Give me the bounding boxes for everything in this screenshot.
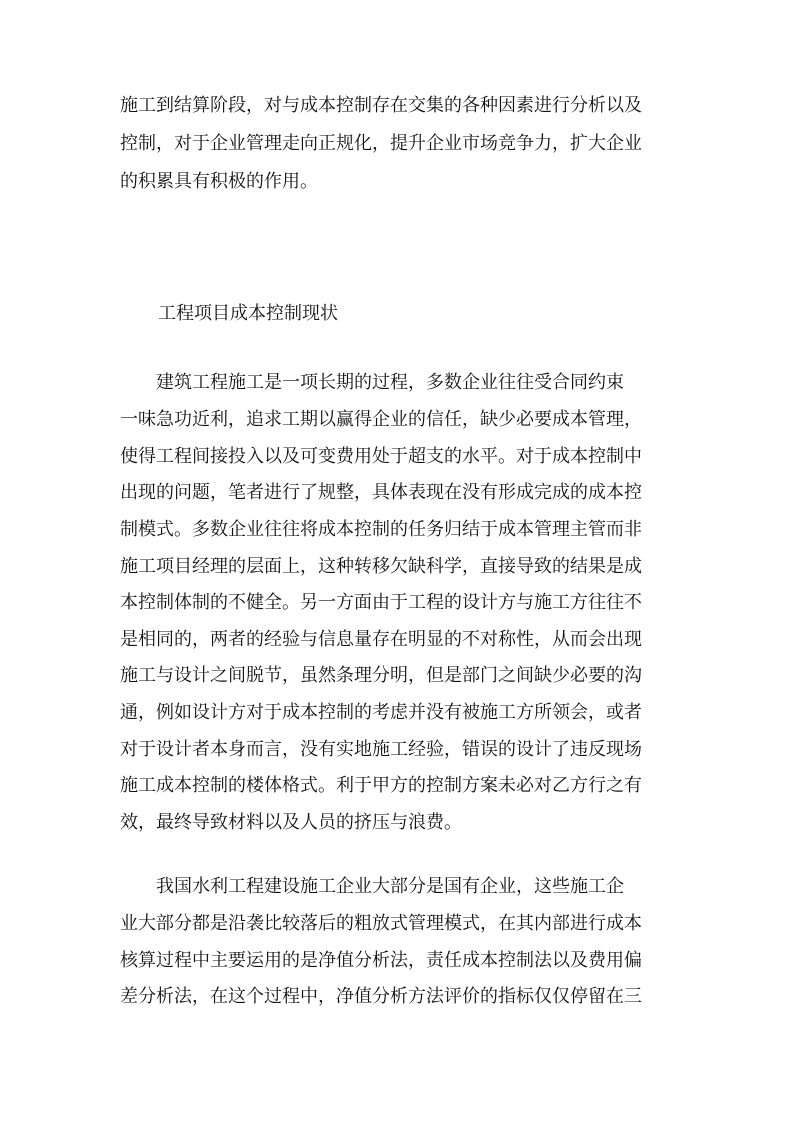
text-line: 是相同的，两者的经验与信息量存在明显的不对称性，从而会出现 bbox=[120, 629, 642, 650]
text-line: 施工到结算阶段，对与成本控制存在交集的各种因素进行分析以及 bbox=[120, 95, 642, 116]
text-line: 对于设计者本身而言，没有实地施工经验，错误的设计了违反现场 bbox=[120, 739, 642, 760]
text-line: 核算过程中主要运用的是净值分析法，责任成本控制法以及费用偏 bbox=[120, 950, 642, 971]
text-line: 我国水利工程建设施工企业大部分是国有企业，这些施工企 bbox=[120, 876, 624, 897]
text-line: 差分析法，在这个过程中，净值分析方法评价的指标仅仅停留在三 bbox=[120, 986, 642, 1007]
text-line: 施工与设计之间脱节，虽然条理分明，但是部门之间缺少必要的沟 bbox=[120, 665, 642, 686]
text-line: 建筑工程施工是一项长期的过程，多数企业往往受合同约束 bbox=[120, 372, 624, 393]
text-line: 一味急功近利，追求工期以赢得企业的信任，缺少必要成本管理， bbox=[120, 409, 642, 430]
text-line: 的积累具有积极的作用。 bbox=[120, 171, 318, 192]
text-line: 控制，对于企业管理走向正规化，提升企业市场竞争力，扩大企业 bbox=[120, 133, 642, 154]
text-line: 本控制体制的不健全。另一方面由于工程的设计方与施工方往往不 bbox=[120, 592, 642, 613]
text-line: 施工项目经理的层面上，这种转移欠缺科学，直接导致的结果是成 bbox=[120, 556, 642, 577]
text-line: 出现的问题，笔者进行了规整，具体表现在没有形成完成的成本控 bbox=[120, 482, 642, 503]
section-heading: 工程项目成本控制现状 bbox=[158, 303, 338, 324]
text-line: 业大部分都是沿袭比较落后的粗放式管理模式，在其内部进行成本 bbox=[120, 913, 642, 934]
text-line: 制模式。多数企业往往将成本控制的任务归结于成本管理主管而非 bbox=[120, 519, 642, 540]
text-line: 施工成本控制的楼体格式。利于甲方的控制方案未必对乙方行之有 bbox=[120, 775, 642, 796]
text-line: 通，例如设计方对于成本控制的考虑并没有被施工方所领会，或者 bbox=[120, 702, 642, 723]
text-line: 效，最终导致材料以及人员的挤压与浪费。 bbox=[120, 812, 462, 833]
text-line: 使得工程间接投入以及可变费用处于超支的水平。对于成本控制中 bbox=[120, 446, 642, 467]
